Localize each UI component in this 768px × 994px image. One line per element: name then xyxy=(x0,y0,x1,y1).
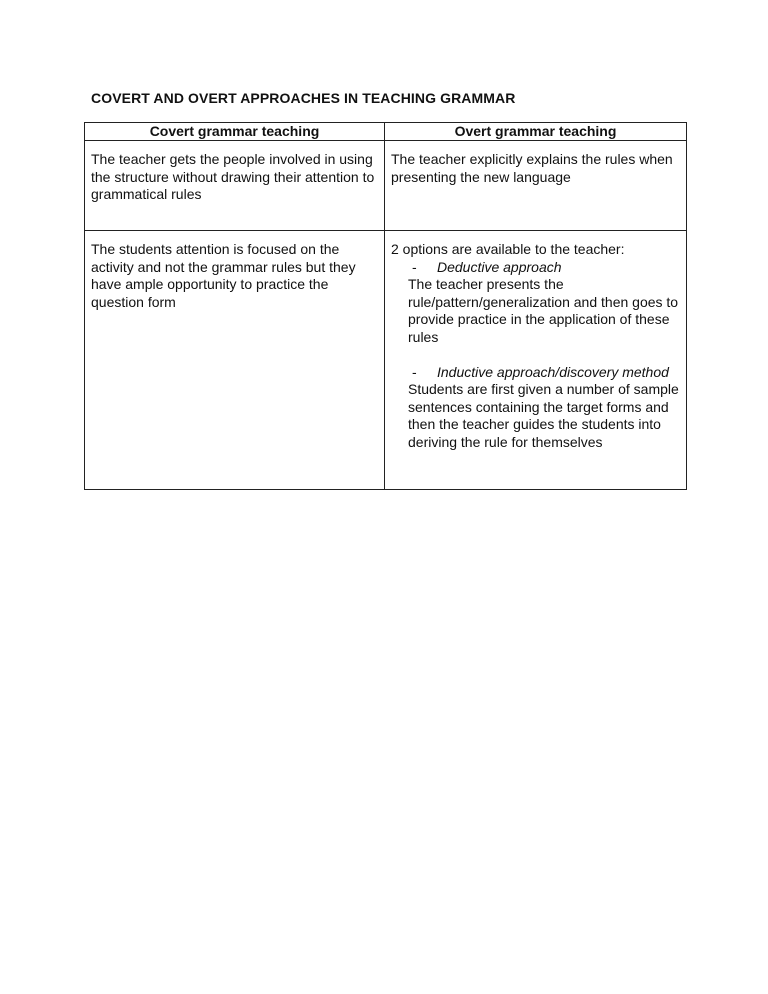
table-row xyxy=(85,231,687,490)
option-deductive-name: Deductive approach xyxy=(437,258,562,275)
row1-overt-cell: The teacher explicitly explains the rules when presenting the new language xyxy=(385,141,687,231)
header-overt: Overt grammar teaching xyxy=(385,123,687,141)
row2-covert-cell: The students attention is focused on the activity and not the grammar rules but they have ample opportunity to practice the question form xyxy=(85,231,385,490)
row1-covert-cell: The teacher gets the people involved in using the structure without drawing their attention to grammatical rules xyxy=(85,141,385,231)
table-row xyxy=(85,141,687,231)
spacer xyxy=(391,346,680,364)
option-inductive-description: Students are first given a number of sample sentences containing the target forms and then the teacher guides the students into deriving the rule for themselves xyxy=(408,381,679,450)
list-bullet: - xyxy=(412,258,417,275)
comparison-table xyxy=(84,122,687,490)
option-deductive-description: The teacher presents the rule/pattern/generalization and then goes to provide practice in the application of these rules xyxy=(408,276,679,345)
page-title: COVERT AND OVERT APPROACHES IN TEACHING GRAMMAR xyxy=(91,90,516,106)
options-intro: 2 options are available to the teacher: xyxy=(391,241,625,257)
table-header-row xyxy=(85,123,687,141)
option-inductive-heading xyxy=(391,364,680,382)
header-covert: Covert grammar teaching xyxy=(85,123,385,141)
option-inductive-name: Inductive approach/discovery method xyxy=(437,363,669,380)
option-deductive-heading xyxy=(391,259,680,277)
list-bullet: - xyxy=(412,363,417,380)
row2-overt-cell xyxy=(385,231,687,490)
